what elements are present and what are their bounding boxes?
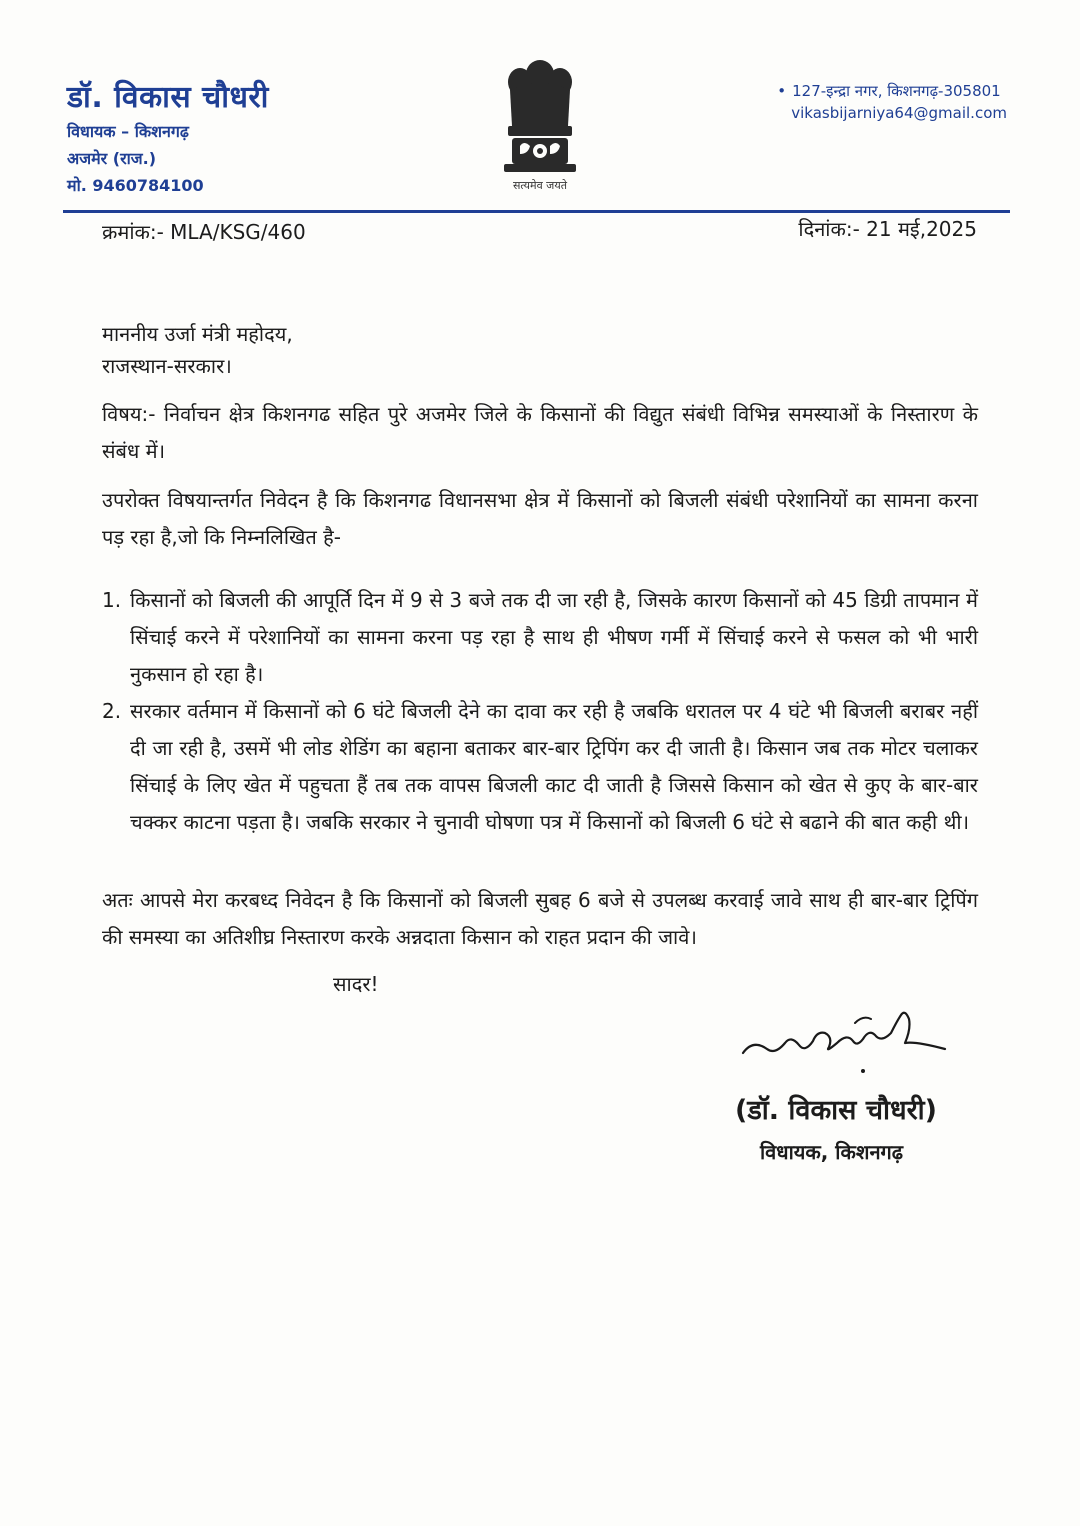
letterhead-address: 127-इन्द्रा नगर, किशनगढ़-305801 [792,82,1001,100]
letter-date: दिनांक:- 21 मई,2025 [798,217,977,241]
handwritten-signature [735,1005,965,1075]
emblem-motto: सत्यमेव जयते [512,179,567,192]
addressee-line: माननीय उर्जा मंत्री महोदय, [102,322,293,346]
list-item-text: किसानों को बिजली की आपूर्ति दिन में 9 से 3 बजे तक दी जा रही है, जिसके कारण किसानों को 45 डिग्री तापमान में सिंचाई करने में परेशानियों का सामना करना पड़ रहा है साथ ही भीषण गर्मी में सिंचाई करने से फसल को भी भारी नुकसान हो रहा है। [130,588,978,686]
list-item [102,582,978,693]
letterhead-name: डॉ. विकास चौधरी [67,80,269,115]
letterhead-phone: मो. 9460784100 [67,176,204,195]
addressee-line: राजस्थान-सरकार। [102,354,232,378]
points-list [102,582,978,841]
national-emblem-icon [490,56,590,196]
reference-number: क्रमांक:- MLA/KSG/460 [102,220,306,244]
addressee [102,318,293,382]
signatory-title: विधायक, किशनगढ़ [760,1140,904,1164]
letterhead-left [67,78,269,199]
closing-paragraph: अतः आपसे मेरा करबध्द निवेदन है कि किसानों को बिजली सुबह 6 बजे से उपलब्ध करवाई जावे साथ ही बार-बार ट्रिपिंग की समस्या का अतिशीघ्र निस्तारण करके अन्नदाता किसान को राहत प्रदान की जावे। [102,888,978,949]
list-item [102,693,978,841]
letterhead-right [777,80,1007,124]
letterhead-email: vikasbijarniya64@gmail.com [791,104,1007,122]
signatory-name: (डॉ. विकास चौधरी) [735,1095,937,1126]
letterhead-divider [63,210,1010,213]
salutation: सादर! [333,972,379,996]
subject-paragraph: विषय:- निर्वाचन क्षेत्र किशनगढ सहित पुरे अजमेर जिले के किसानों की विद्युत संबंधी विभिन्न समस्याओं के निस्तारण के संबंध में। [102,402,978,463]
intro-paragraph: उपरोक्त विषयान्तर्गत निवेदन है कि किशनगढ विधानसभा क्षेत्र में किसानों को बिजली संबंधी परेशानियों का सामना करना पड़ रहा है,जो कि निम्नलिखित है- [102,488,978,549]
list-item-number: 2. [102,699,122,723]
letterhead-designation: विधायक – किशनगढ़ [67,122,189,141]
letterhead-address-row [777,80,1007,102]
bullet-icon: • [777,82,787,100]
list-item-number: 1. [102,588,122,612]
letterhead-district: अजमेर (राज.) [67,149,157,168]
list-item-text: सरकार वर्तमान में किसानों को 6 घंटे बिजली देने का दावा कर रही है जबकि धरातल पर 4 घंटे भी बिजली बराबर नहीं दी जा रही है, उसमें भी लोड शेडिंग का बहाना बताकर बार-बार ट्रिपिंग कर दी जाती है। किसान जब तक मोटर चलाकर सिंचाई के लिए खेत में पहुचता हैं तब तक वापस बिजली काट दी जाती है जिससे किसान को खेत से कुए के बार-बार चक्कर काटना पड़ता है। जबकि सरकार ने चुनावी घोषणा पत्र में किसानों को बिजली 6 घंटे से बढाने की बात कही थी। [130,699,978,834]
